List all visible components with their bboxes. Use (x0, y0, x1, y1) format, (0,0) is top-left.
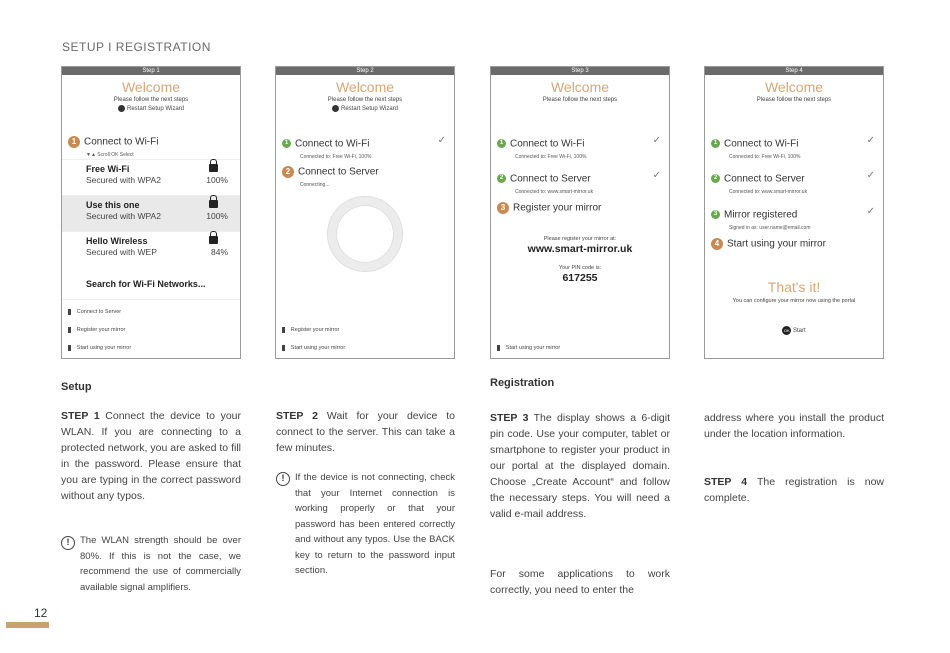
welcome-subtitle: Please follow the next steps (542, 97, 618, 103)
welcome-subtitle: Please follow the next steps (113, 97, 189, 103)
check-icon: ✓ (652, 135, 661, 146)
pin-label: Your PIN code is: (558, 265, 602, 271)
step3-paragraph: STEP 3 The display shows a 6-digit pin code. Use your computer, tablet or smartphone to register your product in our portal at the displayed domain. Choose „Create Account“ and follow the necessary steps. You will need a valid e-mail address. (490, 412, 670, 520)
restart-icon (118, 105, 125, 112)
lock-icon (209, 164, 218, 172)
section-title: SETUP I REGISTRATION (62, 40, 211, 54)
screen-header: Step 2 (276, 67, 454, 75)
wlan-note: The WLAN strength should be over 80%. If this is not the case, we recommend the use of commercially available signal amplifiers. (80, 535, 241, 593)
connection-note: If the device is not connecting, check that your Internet connection is working properly or that your password has been entered correctly and without any typos. Use the BACK key to return to the password input section. (295, 472, 455, 576)
step-label: Connect to Wi-Fi (84, 136, 159, 148)
register-url: www.smart-mirror.uk (527, 243, 633, 255)
wizard-step-pending: 4 Start using your mirror (282, 345, 346, 351)
step-number: 1 (282, 139, 291, 148)
wizard-step-wifi: 1 Connect to Wi-Fi ✓ Connected to: Free Wi-Fi, 100% (497, 135, 661, 160)
step4-paragraph: STEP 4 The registration is now complete. (704, 476, 884, 504)
signal-strength: 84% (210, 247, 228, 257)
screen-step-3 (490, 66, 670, 359)
welcome-title: Welcome (121, 79, 181, 95)
restart-wizard-button[interactable]: Restart Setup Wizard (276, 105, 454, 112)
screen-header: Step 1 (62, 67, 240, 75)
page-accent-bar (6, 622, 49, 628)
signal-strength: 100% (206, 211, 228, 221)
configure-text: You can configure your mirror now using the portal (732, 298, 856, 304)
restart-wizard-button[interactable]: Restart Setup Wizard (62, 105, 240, 112)
screen-header: Step 3 (491, 67, 669, 75)
wizard-step-pending: 2 Connect to Server (68, 309, 122, 315)
info-icon: ! (276, 472, 290, 486)
check-icon: ✓ (866, 135, 875, 146)
wizard-step-pending: 4 Start using your mirror (497, 345, 561, 351)
wizard-step-registered: 3 Mirror registered ✓ Signed in as: user.name@email.com (711, 206, 875, 231)
wizard-step-pending: 3 Register your mirror (282, 327, 340, 333)
step-number: 1 (68, 136, 80, 148)
start-button[interactable]: OK Start (783, 328, 806, 335)
screen-header: Step 4 (705, 67, 883, 75)
page-number: 12 (34, 606, 48, 620)
wizard-step-server: 2 Connect to Server Connecting... (282, 163, 446, 188)
lock-icon (209, 200, 218, 208)
lock-icon (209, 236, 218, 244)
step1-paragraph: STEP 1 Connect the device to your WLAN. If you are connecting to a protected network, you are asked to fill in the password. Please ensure that you are typing in the correct password without any typos. (61, 410, 241, 502)
wizard-step-server: 2 Connect to Server ✓ Connected to: www.smart-mirror.uk (497, 170, 661, 195)
screen-step-4 (704, 66, 884, 359)
wizard-step-register: 3 Register your mirror (497, 199, 661, 217)
signal-strength: 100% (206, 175, 228, 185)
step-number: 2 (282, 166, 294, 178)
step3-more-paragraph: For some applications to work correctly, you need to enter the (490, 568, 670, 596)
ok-icon: OK (783, 328, 790, 333)
info-icon: ! (61, 536, 75, 550)
welcome-title: Welcome (764, 79, 824, 95)
restart-icon (332, 105, 339, 112)
step2-paragraph: STEP 2 Wait for your device to connect to the server. This can take a few minutes. (276, 410, 455, 454)
welcome-title: Welcome (550, 79, 610, 95)
wizard-step-start: 4 Start using your mirror (711, 235, 875, 253)
thats-it-title: That's it! (767, 279, 821, 295)
check-icon: ✓ (437, 135, 446, 146)
check-icon: ✓ (652, 170, 661, 181)
wizard-step-wifi (68, 133, 232, 158)
pin-code: 617255 (562, 272, 598, 284)
wizard-step-wifi: 1 Connect to Wi-Fi ✓ Connected to: Free Wi-Fi, 100% (282, 135, 446, 160)
location-paragraph: address where you install the product under the location information. (704, 412, 884, 440)
scroll-select-hint: ▼▲ Scroll OK Select (86, 152, 134, 158)
welcome-subtitle: Please follow the next steps (327, 97, 403, 103)
wifi-network-item[interactable]: Free Wi-Fi Secured with WPA2 100% (62, 159, 240, 195)
welcome-title: Welcome (335, 79, 395, 95)
wizard-step-server: 2 Connect to Server ✓ Connected to: www.smart-mirror.uk (711, 170, 875, 195)
setup-heading: Setup (61, 381, 92, 393)
check-icon: ✓ (866, 206, 875, 217)
wizard-step-wifi: 1 Connect to Wi-Fi ✓ Connected to: Free Wi-Fi, 100% (711, 135, 875, 160)
wifi-network-item[interactable]: Hello Wireless Secured with WEP 84% (62, 231, 240, 267)
wizard-step-pending: 4 Start using your mirror (68, 345, 132, 351)
welcome-subtitle: Please follow the next steps (756, 97, 832, 103)
screen-step-1 (61, 66, 241, 359)
wizard-step-pending: 3 Register your mirror (68, 327, 126, 333)
screen-step-2 (275, 66, 455, 359)
register-instruction: Please register your mirror at: (543, 236, 617, 242)
loading-spinner (328, 197, 402, 271)
search-networks-button[interactable]: Search for Wi-Fi Networks... (86, 279, 206, 289)
wifi-network-item-selected[interactable]: Use this one Secured with WPA2 100% (62, 195, 240, 231)
check-icon: ✓ (866, 170, 875, 181)
registration-heading: Registration (490, 377, 555, 389)
